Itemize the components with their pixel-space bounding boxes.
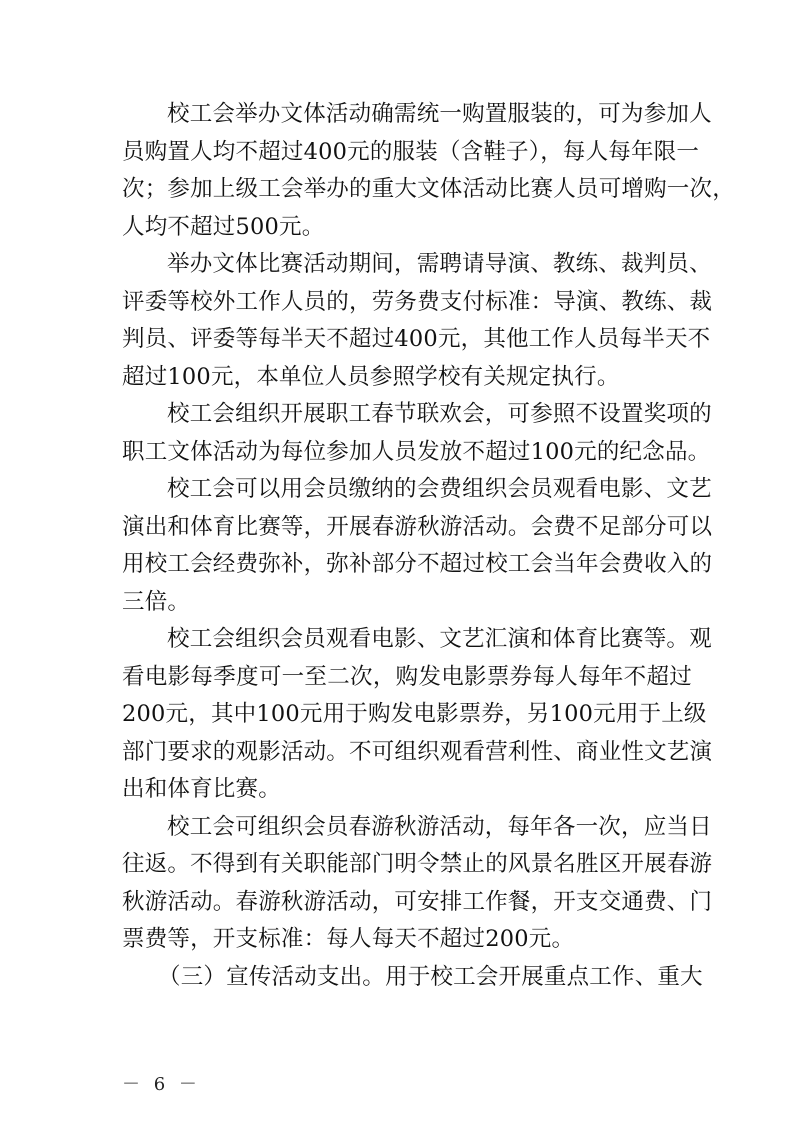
text-line: 职工文体活动为每位参加人员发放不超过100元的纪念品。 <box>122 438 711 465</box>
text-line: 演出和体育比赛等，开展春游秋游活动。会费不足部分可以 <box>122 513 713 540</box>
body-text <box>122 96 735 996</box>
text-line: 超过100元，本单位人员参照学校有关规定执行。 <box>122 363 620 390</box>
text-line: 校工会组织会员观看电影、文艺汇演和体育比赛等。观 <box>167 626 712 652</box>
text-line: 秋游活动。春游秋游活动，可安排工作餐，开支交通费、门 <box>122 888 713 915</box>
text-line: 次；参加上级工会举办的重大文体活动比赛人员可增购一次， <box>122 176 735 202</box>
text-line: 校工会可以用会员缴纳的会费组织会员观看电影、文艺 <box>167 476 712 502</box>
text-line: 人均不超过500元。 <box>122 213 325 240</box>
section-heading-line: （三）宣传活动支出。用于校工会开展重点工作、重大 <box>158 963 703 990</box>
text-line: 看电影每季度可一至二次，购发电影票券每人每年不超过 <box>122 663 692 690</box>
paragraph-2 <box>122 246 713 396</box>
paragraph-4 <box>122 471 713 621</box>
text-line: 判员、评委等每半天不超过400元，其他工作人员每半天不 <box>122 326 711 352</box>
text-line: 校工会举办文体活动确需统一购置服装的，可为参加人 <box>167 101 712 127</box>
paragraph-5 <box>122 621 713 809</box>
text-line: 200元，其中100元用于购发电影票券，另100元用于上级 <box>122 701 707 727</box>
text-line: 三倍。 <box>122 588 191 615</box>
text-line: 往返。不得到有关职能部门明令禁止的风景名胜区开展春游 <box>122 851 713 877</box>
text-line: 校工会组织开展职工春节联欢会，可参照不设置奖项的 <box>167 401 712 427</box>
paragraph-1 <box>122 96 735 246</box>
paragraph-7 <box>122 959 703 997</box>
text-line: 评委等校外工作人员的，劳务费支付标准：导演、教练、裁 <box>122 288 713 315</box>
paragraph-3 <box>122 396 712 471</box>
paragraph-6 <box>122 809 713 959</box>
text-line: 举办文体比赛活动期间，需聘请导演、教练、裁判员、 <box>167 251 712 277</box>
text-line: 校工会可组织会员春游秋游活动，每年各一次，应当日 <box>167 813 712 840</box>
page-number: － 6 － <box>122 1074 201 1095</box>
text-line: 票费等，开支标准：每人每天不超过200元。 <box>122 926 575 952</box>
text-line: 出和体育比赛。 <box>122 776 281 802</box>
text-line: 部门要求的观影活动。不可组织观看营利性、商业性文艺演 <box>122 738 713 765</box>
text-line: 员购置人均不超过400元的服装（含鞋子），每人每年限一 <box>122 138 700 165</box>
text-line: 用校工会经费弥补，弥补部分不超过校工会当年会费收入的 <box>122 551 713 577</box>
